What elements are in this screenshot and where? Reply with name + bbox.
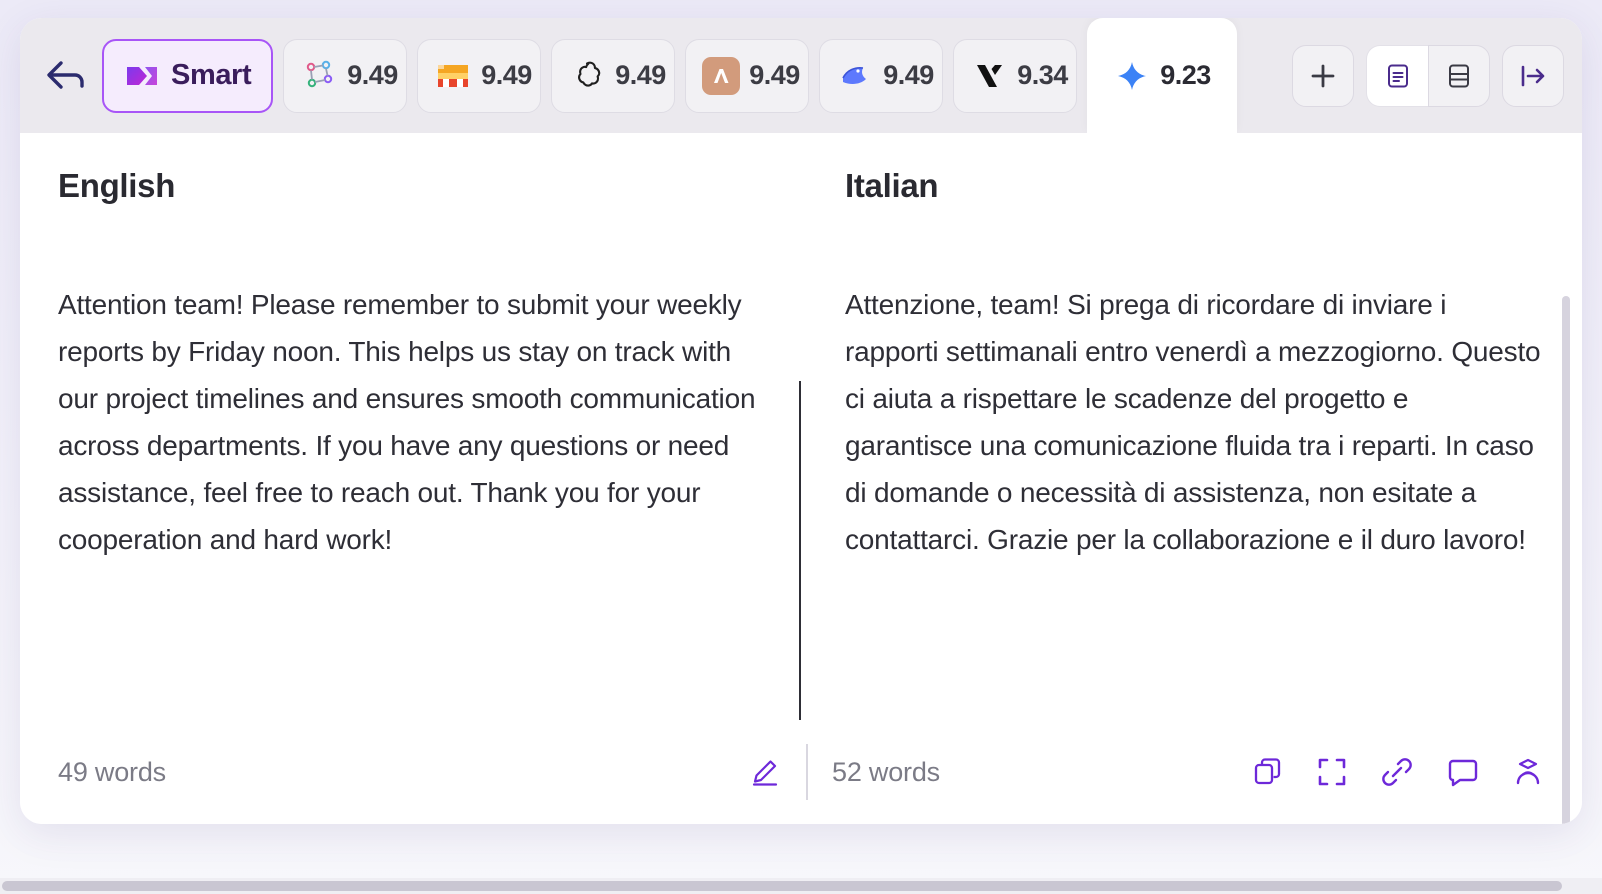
translator-card bbox=[20, 18, 1582, 824]
tab-model-5[interactable] bbox=[819, 39, 943, 113]
model-tabs bbox=[102, 18, 1247, 133]
split-view-icon bbox=[1445, 62, 1473, 90]
plus-icon bbox=[1308, 61, 1338, 91]
vertical-scrollbar-track[interactable] bbox=[1568, 146, 1576, 806]
back-button[interactable] bbox=[38, 49, 92, 103]
tab-model-4[interactable] bbox=[685, 39, 809, 113]
smart-diamond-icon bbox=[124, 57, 162, 95]
person-badge-icon[interactable] bbox=[1512, 756, 1544, 788]
target-text[interactable]: Attenzione, team! Si prega di ricordare di inviare i rapporti settimanali entro venerdì a mezzogiorno. Questo ci aiuta a rispettare le scadenze del progetto e garantisce una comunicazione fluida tra i reparti. In caso di domande o necessità di assistenza, non esitate a contattarci. Grazie per la collaborazione e il duro lavoro! bbox=[845, 289, 1541, 556]
anthropic-icon bbox=[702, 57, 740, 95]
target-panel bbox=[801, 133, 1582, 720]
gemini-sparkle-icon bbox=[1113, 57, 1151, 95]
translation-panels bbox=[20, 133, 1582, 720]
target-language-label: Italian bbox=[845, 167, 939, 204]
tab-smart-label: Smart bbox=[171, 59, 252, 91]
tab-model-2[interactable] bbox=[417, 39, 541, 113]
tab-model-1[interactable] bbox=[283, 39, 407, 113]
tab-smart[interactable] bbox=[102, 39, 273, 113]
tab-model-5-score: 9.49 bbox=[883, 60, 934, 90]
collapse-panel-button[interactable] bbox=[1502, 45, 1564, 107]
source-panel bbox=[20, 133, 801, 720]
deepseek-whale-icon bbox=[836, 57, 874, 95]
neural-node-icon bbox=[300, 57, 338, 95]
footer-separator bbox=[806, 744, 808, 800]
tab-model-2-score: 9.49 bbox=[481, 60, 532, 90]
tab-model-4-score: 9.49 bbox=[749, 60, 800, 90]
tab-model-6-score: 9.34 bbox=[1017, 60, 1068, 90]
footer-middle-group bbox=[748, 744, 940, 800]
split-view-button[interactable] bbox=[1428, 45, 1490, 107]
horizontal-scrollbar-thumb[interactable] bbox=[2, 881, 1562, 891]
tab-model-7-score: 9.23 bbox=[1160, 60, 1211, 90]
collapse-arrow-icon bbox=[1518, 63, 1548, 89]
horizontal-scrollbar[interactable] bbox=[0, 878, 1602, 894]
footer-actions bbox=[1252, 756, 1544, 788]
back-arrow-icon bbox=[45, 59, 85, 93]
document-view-icon bbox=[1384, 62, 1412, 90]
pixel-castle-icon bbox=[434, 57, 472, 95]
tab-model-1-score: 9.49 bbox=[347, 60, 398, 90]
add-model-button[interactable] bbox=[1292, 45, 1354, 107]
view-mode-group bbox=[1366, 45, 1490, 107]
expand-fullscreen-icon[interactable] bbox=[1316, 756, 1348, 788]
source-text[interactable]: Attention team! Please remember to submit your weekly reports by Friday noon. This helps us stay on track with our project timelines and ensures smooth communication across departments. If you have any questions or need assistance, feel free to reach out. Thank you for your cooperation and hard work! bbox=[58, 289, 756, 556]
tab-model-7[interactable] bbox=[1087, 18, 1237, 133]
source-word-count: 49 words bbox=[58, 756, 166, 787]
target-word-count: 52 words bbox=[832, 756, 940, 787]
tab-model-3[interactable] bbox=[551, 39, 675, 113]
toolbar bbox=[20, 18, 1582, 133]
link-chain-icon[interactable] bbox=[1380, 756, 1414, 788]
document-view-button[interactable] bbox=[1366, 45, 1428, 107]
xai-icon bbox=[970, 57, 1008, 95]
source-language-label: English bbox=[58, 167, 176, 204]
tab-model-3-score: 9.49 bbox=[615, 60, 666, 90]
footer-bar bbox=[20, 720, 1582, 824]
pencil-edit-icon[interactable] bbox=[748, 755, 782, 789]
toolbar-right-controls bbox=[1292, 45, 1564, 107]
vertical-scrollbar-thumb[interactable] bbox=[1562, 296, 1570, 824]
speech-bubble-icon[interactable] bbox=[1446, 756, 1480, 788]
copy-icon[interactable] bbox=[1252, 756, 1284, 788]
tab-model-6[interactable] bbox=[953, 39, 1077, 113]
openai-icon bbox=[568, 57, 606, 95]
